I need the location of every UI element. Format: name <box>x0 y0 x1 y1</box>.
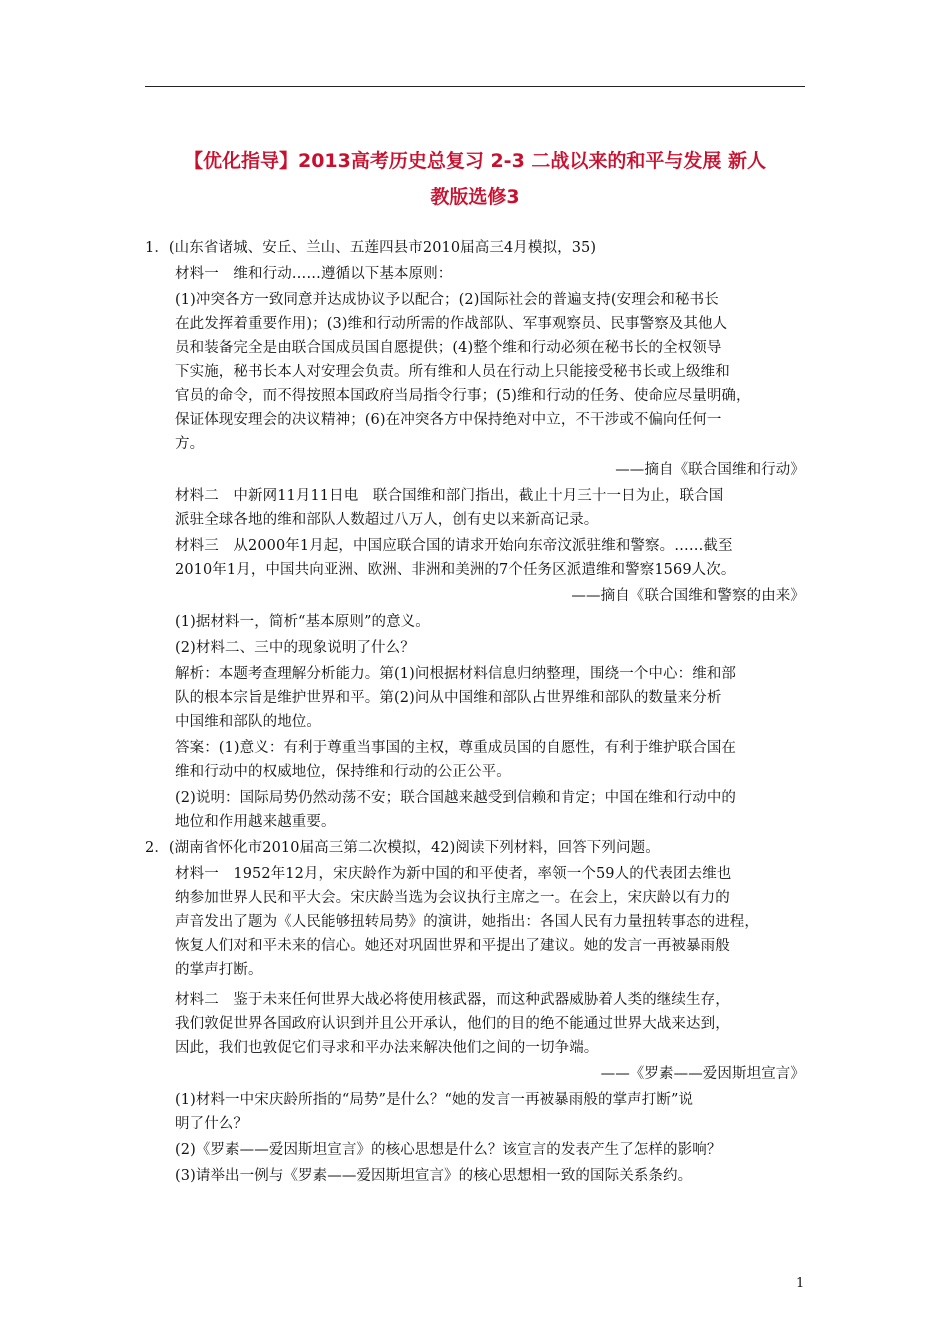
q1-material-2-line: 材料二 中新网11月11日电 联合国维和部门指出，截止十月三十一日为止，联合国 <box>175 488 724 504</box>
q1-analysis-line: 解析：本题考查理解分析能力。第(1)问根据材料信息归纳整理，围绕一个中心：维和部 <box>175 666 737 682</box>
q1-material-1-line: 保证体现安理会的决议精神；(6)在冲突各方中保持绝对中立，不干涉或不偏向任何一 <box>175 412 722 428</box>
q1-question: (1)据材料一，简析“基本原则”的意义。 <box>175 614 430 630</box>
q2-question: (2)《罗素——爱因斯坦宣言》的核心思想是什么？该宣言的发表产生了怎样的影响？ <box>175 1142 722 1158</box>
q1-answer-line: 维和行动中的权威地位，保持维和行动的公正公平。 <box>175 764 511 780</box>
q2-material-1-line: 恢复人们对和平未来的信心。她还对巩固世界和平提出了建议。她的发言一再被暴雨般 <box>175 938 730 954</box>
q1-answer-line: (2)说明：国际局势仍然动荡不安；联合国越来越受到信赖和肯定；中国在维和行动中的 <box>175 790 737 806</box>
page-number: 1 <box>796 1276 805 1291</box>
header-rule <box>145 86 805 87</box>
q2-material-1-line: 的掌声打断。 <box>175 962 263 978</box>
q2-question: 明了什么？ <box>175 1116 248 1132</box>
q1-material-1-line: 下实施，秘书长本人对安理会负责。所有维和人员在行动上只能接受秘书长或上级维和 <box>175 364 730 380</box>
q2-material-2-line: 因此，我们也敦促它们寻求和平办法来解决他们之间的一切争端。 <box>175 1040 599 1056</box>
q1-material-1-line: (1)冲突各方一致同意并达成协议予以配合；(2)国际社会的普遍支持(安理会和秘书长 <box>175 292 719 308</box>
q1-material-1-source: ——摘自《联合国维和行动》 <box>615 462 805 478</box>
q1-material-1-line: 员和装备完全是由联合国成员国自愿提供；(4)整个维和行动必须在秘书长的全权领导 <box>175 340 722 356</box>
q2-material-1-line: 纳参加世界人民和平大会。宋庆龄当选为会议执行主席之一。在会上，宋庆龄以有力的 <box>175 890 730 906</box>
q2-material-1-line: 声音发出了题为《人民能够扭转局势》的演讲，她指出：各国人民有力量扭转事态的进程， <box>175 914 759 930</box>
q2-material-2-line: 材料二 鉴于未来任何世界大战必将使用核武器，而这种武器威胁着人类的继续生存， <box>175 992 730 1008</box>
q1-material-1-line: 方。 <box>175 436 205 452</box>
q1-material-3-line: 2010年1月，中国共向亚洲、欧洲、非洲和美洲的7个任务区派遣维和警察1569人次。 <box>175 562 736 578</box>
q1-analysis-line: 队的根本宗旨是维护世界和平。第(2)问从中国维和部队占世界维和部队的数量来分析 <box>175 690 722 706</box>
q1-material-3-source: ——摘自《联合国维和警察的由来》 <box>571 588 805 604</box>
question-1-heading: 1．(山东省诸城、安丘、兰山、五莲四县市2010届高三4月模拟，35) <box>145 240 597 256</box>
q1-material-3-line: 材料三 从2000年1月起，中国应联合国的请求开始向东帝汶派驻维和警察。……截至 <box>175 538 733 554</box>
q2-question: (1)材料一中宋庆龄所指的“局势”是什么？“她的发言一再被暴雨般的掌声打断”说 <box>175 1092 694 1108</box>
q1-material-1-line: 在此发挥着重要作用)；(3)维和行动所需的作战部队、军事观察员、民事警察及其他人 <box>175 316 728 332</box>
q1-question: (2)材料二、三中的现象说明了什么？ <box>175 640 415 656</box>
q2-material-1-line: 材料一 1952年12月，宋庆龄作为新中国的和平使者，率领一个59人的代表团去维也 <box>175 866 732 882</box>
q1-answer-line: 地位和作用越来越重要。 <box>175 814 336 830</box>
q2-material-2-source: ——《罗素——爱因斯坦宣言》 <box>600 1066 805 1082</box>
q1-answer-line: 答案：(1)意义：有利于尊重当事国的主权，尊重成员国的自愿性，有利于维护联合国在 <box>175 740 737 756</box>
q1-material-1-line: 官员的命令，而不得按照本国政府当局指令行事；(5)维和行动的任务、使命应尽量明确， <box>175 388 751 404</box>
q1-material-2-line: 派驻全球各地的维和部队人数超过八万人，创有史以来新高记录。 <box>175 512 599 528</box>
question-2-heading: 2．(湖南省怀化市2010届高三第二次模拟，42)阅读下列材料，回答下列问题。 <box>145 840 660 856</box>
document-title-line-1: 【优化指导】2013高考历史总复习 2-3 二战以来的和平与发展 新人 <box>183 150 767 172</box>
document-title-line-2: 教版选修3 <box>430 186 520 208</box>
q1-material-1-heading: 材料一 维和行动……遵循以下基本原则： <box>175 266 453 282</box>
q2-material-2-line: 我们敦促世界各国政府认识到并且公开承认，他们的目的绝不能通过世界大战来达到， <box>175 1016 730 1032</box>
q1-analysis-line: 中国维和部队的地位。 <box>175 714 321 730</box>
q2-question: (3)请举出一例与《罗素——爱因斯坦宣言》的核心思想相一致的国际关系条约。 <box>175 1168 693 1184</box>
